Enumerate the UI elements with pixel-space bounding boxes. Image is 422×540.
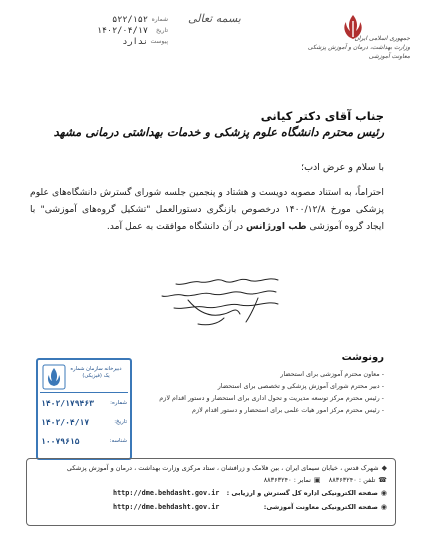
letter-footer: [26, 458, 396, 526]
addressee: [54, 108, 384, 140]
attachment-label: پیوست: [150, 38, 168, 45]
greeting: با سلام و عرض ادب؛: [301, 162, 384, 173]
number-label: شماره: [151, 16, 168, 23]
ministry-logo-icon: [42, 364, 66, 390]
footer-phone-fax: [264, 476, 387, 485]
letter-body: [30, 184, 384, 235]
body-text-end: در آن دانشگاه موافقت به عمل آمد.: [106, 221, 244, 232]
date-label: تاریخ: [156, 27, 168, 34]
copy-item: - معاون محترم آموزشی برای استحضار: [280, 370, 384, 378]
phone-label: تلفن :: [358, 476, 376, 484]
web-icon: ◉: [380, 489, 387, 497]
footer-address-text: شهرک قدس ، خیابان سیمای ایران ، بین فلامک و زرافشان ، ستاد مرکزی وزارت بهداشت ، درمان و آموزش پزشکی: [66, 464, 379, 472]
copy-item: - رئیس محترم مرکز توسعه مدیریت و تحول اداری برای استحضار و دستور اقدام لازم: [159, 394, 384, 402]
stamp-date-row: [41, 415, 127, 429]
registration-stamp: [36, 358, 132, 460]
site2-label: صفحه الکترونیکی معاونت آموزشی:: [263, 503, 378, 511]
site2-url[interactable]: http://dme.behdasht.gov.ir: [113, 503, 220, 511]
phone-icon: ☎: [378, 476, 387, 484]
web-icon: ◉: [380, 503, 387, 511]
footer-site2: [264, 503, 387, 512]
copy-item: - دبیر محترم شورای آموزش پزشکی و تخصصی برای استحضار: [217, 382, 384, 390]
letter-date: ۱۴۰۲/۰۴/۱۷: [96, 25, 148, 36]
letter-number: ۵۲۲/۱۵۲: [112, 14, 148, 25]
organization-header: [270, 34, 410, 61]
footer-address: [67, 464, 387, 473]
stamp-code: ۱۰۰۷۹۶۱۵: [41, 436, 80, 446]
addressee-title: رئیس محترم دانشگاه علوم پزشکی و خدمات بهداشتی درمانی مشهد: [53, 125, 384, 139]
stamp-code-label: شناسه:: [109, 438, 127, 444]
stamp-date-label: تاریخ:: [114, 419, 127, 425]
handwritten-signature: [128, 270, 288, 330]
body-text-bold: طب اورژانس: [245, 221, 307, 232]
stamp-header: [40, 362, 128, 393]
org-line-1: جمهوری اسلامی ایران: [354, 35, 410, 42]
copy-item: - رئیس محترم مرکز امور هیات علمی برای استحضار و دستور اقدام لازم: [192, 406, 384, 414]
org-line-3: معاونت آموزشی: [368, 53, 410, 60]
date-row: [58, 25, 168, 36]
stamp-number-label: شماره:: [110, 400, 127, 406]
attachment-row: [58, 36, 168, 47]
phone-number: ۸۸۳۶۳۲۴۰: [328, 476, 357, 484]
number-row: [58, 14, 168, 25]
fax-icon: ▣: [313, 476, 321, 484]
site1-url[interactable]: http://dme.behdasht.gov.ir: [113, 489, 220, 497]
body-text-start: احتراماً، به استناد مصوبه دویست و هشتاد و پنجمین جلسه شورای گسترش دانشگاه‌های علوم پزشکی مورخ ۱۴۰۰/۱۲/۸ درخصوص بازنگری دستورالعمل "تشکیل گروه‌های آموزشی" با ایجاد گروه آموزشی: [30, 187, 384, 232]
fax-label: نمابر :: [293, 476, 311, 484]
stamp-number: ۱۴۰۲/۱۷۹۴۶۳: [41, 398, 94, 408]
letter-attachment: ندارد: [122, 36, 148, 47]
bismillah-heading: بسمه تعالی: [188, 12, 241, 25]
stamp-date: ۱۴۰۲/۰۴/۱۷: [41, 417, 90, 427]
copies-title: رونوشت: [341, 352, 384, 363]
stamp-code-row: [41, 434, 127, 448]
addressee-name: جناب آقای دکتر کیانی: [260, 109, 384, 123]
stamp-org: دبیرخانه سازمان شماره یک (فیزیکی): [70, 366, 122, 379]
letter-metadata: [58, 14, 168, 47]
stamp-number-row: [41, 396, 127, 410]
site1-label: صفحه الکترونیکی اداره کل گسترش و ارزیابی :: [226, 489, 378, 497]
location-icon: ◆: [381, 464, 387, 472]
fax-number: ۸۸۳۶۳۲۴۰: [263, 476, 292, 484]
org-line-2: وزارت بهداشت، درمان و آموزش پزشکی: [307, 44, 410, 51]
footer-site1: [227, 489, 387, 498]
